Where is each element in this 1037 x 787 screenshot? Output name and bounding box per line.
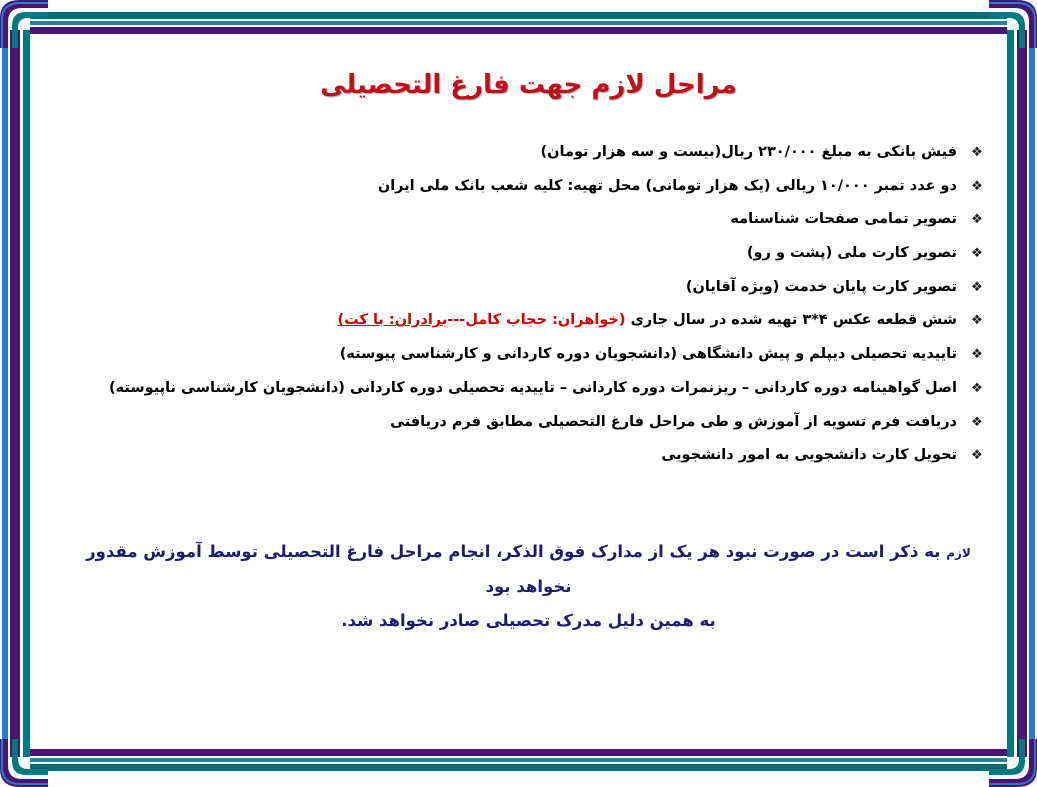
frame-top-border bbox=[30, 12, 1007, 38]
list-item: ❖ شش قطعه عکس ۴*۳ تهیه شده در سال جاری (خواهران: حجاب کامل---برادران: با کت) bbox=[70, 304, 987, 338]
list-item: ❖ فیش بانکی به مبلغ ۲۳۰/۰۰۰ ریال(بیست و سه هزار تومان) bbox=[70, 136, 987, 170]
diamond-bullet-icon: ❖ bbox=[971, 246, 983, 262]
diamond-bullet-icon: ❖ bbox=[971, 448, 983, 464]
list-item: ❖ تصویر تمامی صفحات شناسنامه bbox=[70, 203, 987, 237]
list-item: ❖ دریافت فرم تسویه از آموزش و طی مراحل فارغ التحصیلی مطابق فرم دریافتی bbox=[70, 406, 987, 440]
diamond-bullet-icon: ❖ bbox=[971, 212, 983, 228]
slide-content bbox=[70, 70, 987, 638]
footnote-line-1: لازم به ذکر است در صورت نبود هر یک از مدارک فوق الذکر، انجام مراحل فارغ التحصیلی توسط آموزش مقدور نخواهد بود bbox=[86, 541, 971, 596]
frame-left-border bbox=[2, 30, 32, 757]
diamond-bullet-icon: ❖ bbox=[971, 380, 983, 396]
diamond-bullet-icon: ❖ bbox=[971, 178, 983, 194]
frame-bottom-border bbox=[30, 749, 1007, 775]
diamond-bullet-icon: ❖ bbox=[971, 414, 983, 430]
page-title: مراحل لازم جهت فارغ التحصیلی bbox=[320, 70, 737, 100]
list-item: ❖ تصویر کارت پایان خدمت (ویژه آقایان) bbox=[70, 271, 987, 305]
frame-corner-arch-icon bbox=[989, 739, 1037, 787]
frame-corner-arch-icon bbox=[0, 0, 48, 48]
diamond-bullet-icon: ❖ bbox=[971, 145, 983, 160]
footnote-line-2: به همین دلیل مدرک تحصیلی صادر نخواهد شد. bbox=[341, 610, 716, 630]
footnote bbox=[70, 535, 987, 638]
list-item: ❖ تحویل کارت دانشجویی به امور دانشجویی bbox=[70, 439, 987, 473]
frame-corner-arch-icon bbox=[0, 739, 48, 787]
frame-right-border bbox=[1005, 30, 1035, 757]
footnote-lead: لازم bbox=[946, 545, 971, 560]
dress-code-note-men: برادران: با کت) bbox=[337, 312, 448, 329]
list-item: ❖ اصل گواهینامه دوره کاردانی – ریزنمرات دوره کاردانی – تاییدیه تحصیلی دوره کاردانی (دانشجویان کارشناسی ناپیوسته) bbox=[70, 372, 987, 406]
list-item: ❖ تاییدیه تحصیلی دیپلم و پیش دانشگاهی (دانشجویان دوره کاردانی و کارشناسی پیوسته) bbox=[70, 338, 987, 372]
diamond-bullet-icon: ❖ bbox=[971, 313, 983, 329]
diamond-bullet-icon: ❖ bbox=[971, 279, 983, 295]
diamond-bullet-icon: ❖ bbox=[971, 347, 983, 363]
frame-corner-arch-icon bbox=[989, 0, 1037, 48]
requirements-list bbox=[70, 136, 987, 473]
list-item: ❖ تصویر کارت ملی (پشت و رو) bbox=[70, 237, 987, 271]
list-item: ❖ دو عدد تمبر ۱۰/۰۰۰ ریالی (یک هزار تومانی) محل تهیه: کلیه شعب بانک ملی ایران bbox=[70, 170, 987, 204]
dress-code-note-women: (خواهران: حجاب کامل--- bbox=[447, 312, 626, 329]
